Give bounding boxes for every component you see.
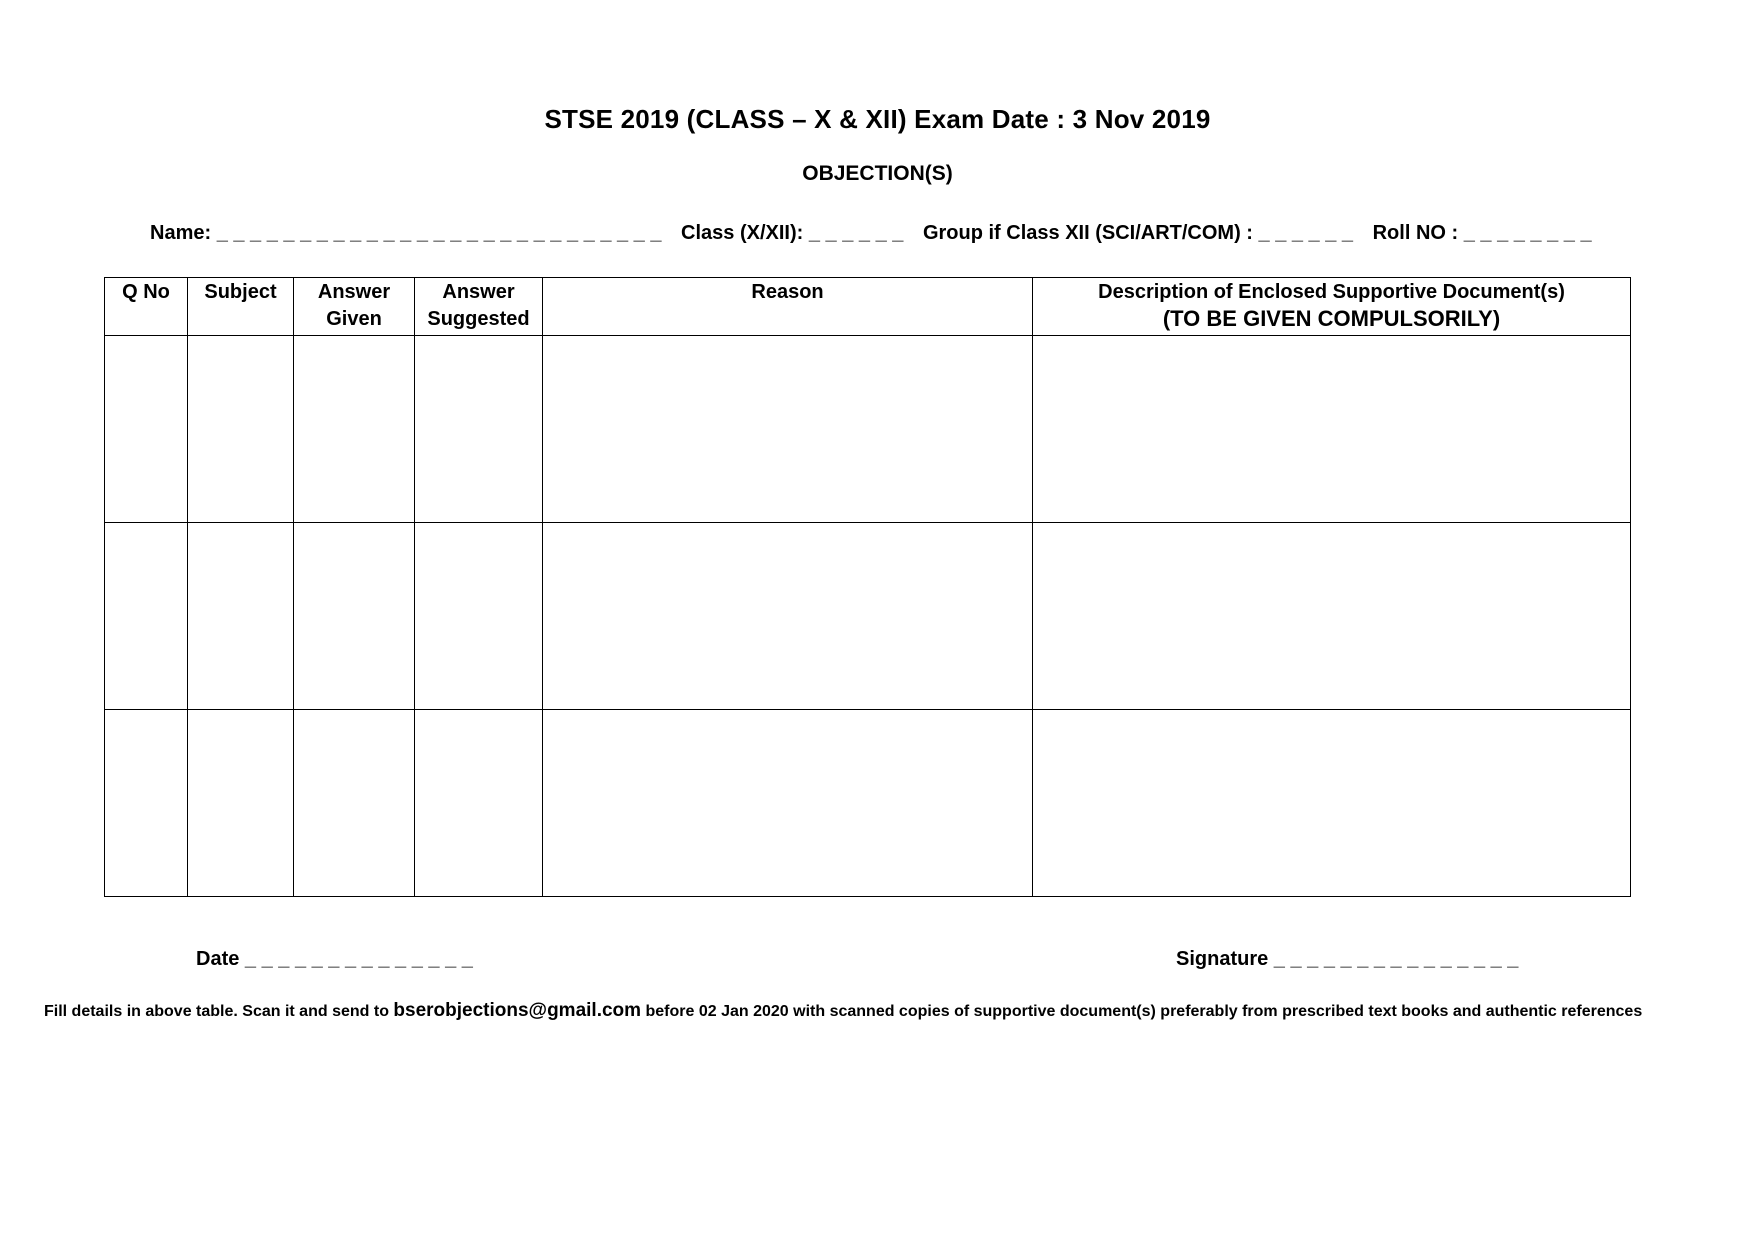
instructions-text-before: Fill details in above table. Scan it and send to bbox=[44, 1003, 394, 1020]
cell-subject[interactable] bbox=[188, 523, 294, 710]
cell-reason[interactable] bbox=[543, 710, 1033, 897]
header-reason: Reason bbox=[543, 278, 1033, 336]
name-field: Name: _ _ _ _ _ _ _ _ _ _ _ _ _ _ _ _ _ _ _ _ _ _ _ _ _ _ _ bbox=[150, 222, 662, 244]
cell-description[interactable] bbox=[1033, 336, 1631, 523]
cell-q-no[interactable] bbox=[105, 710, 188, 897]
header-answer-suggested-line1: Answer bbox=[442, 281, 515, 303]
table-row bbox=[105, 336, 1631, 523]
cell-q-no[interactable] bbox=[105, 336, 188, 523]
class-field: Class (X/XII): _ _ _ _ _ _ bbox=[681, 222, 904, 244]
header-answer-suggested bbox=[415, 278, 543, 336]
header-description-line2: (TO BE GIVEN COMPULSORILY) bbox=[1162, 306, 1501, 331]
objections-table bbox=[104, 277, 1631, 897]
cell-answer-suggested[interactable] bbox=[415, 710, 543, 897]
cell-answer-suggested[interactable] bbox=[415, 336, 543, 523]
group-field: Group if Class XII (SCI/ART/COM) : _ _ _ _ _ _ bbox=[922, 222, 1354, 244]
cell-subject[interactable] bbox=[188, 336, 294, 523]
cell-subject[interactable] bbox=[188, 710, 294, 897]
cell-reason[interactable] bbox=[543, 523, 1033, 710]
roll-number-field: Roll NO : _ _ _ _ _ _ _ _ bbox=[1372, 222, 1592, 244]
cell-description[interactable] bbox=[1033, 710, 1631, 897]
cell-answer-given[interactable] bbox=[294, 710, 415, 897]
signature-field: Signature _ _ _ _ _ _ _ _ _ _ _ _ _ _ _ bbox=[1176, 948, 1519, 970]
cell-answer-given[interactable] bbox=[294, 336, 415, 523]
header-answer-given-line2: Given bbox=[326, 308, 382, 330]
page-title: STSE 2019 (CLASS – X & XII) Exam Date : 3 Nov 2019 bbox=[544, 104, 1211, 134]
table-row bbox=[105, 710, 1631, 897]
email-address: bserobjections@gmail.com bbox=[393, 1000, 642, 1021]
date-field: Date _ _ _ _ _ _ _ _ _ _ _ _ _ _ bbox=[196, 948, 473, 970]
header-description-line1: Description of Enclosed Supportive Document(s) bbox=[1098, 281, 1565, 303]
header-subject: Subject bbox=[188, 278, 294, 336]
cell-q-no[interactable] bbox=[105, 523, 188, 710]
header-q-no: Q No bbox=[105, 278, 188, 336]
header-description bbox=[1033, 278, 1631, 336]
cell-answer-suggested[interactable] bbox=[415, 523, 543, 710]
cell-answer-given[interactable] bbox=[294, 523, 415, 710]
header-answer-given-line1: Answer bbox=[317, 281, 391, 303]
table-row bbox=[105, 523, 1631, 710]
header-answer-given bbox=[294, 278, 415, 336]
cell-reason[interactable] bbox=[543, 336, 1033, 523]
instructions-note bbox=[44, 1000, 1724, 1022]
header-answer-suggested-line2: Suggested bbox=[427, 308, 530, 330]
page-subtitle: OBJECTION(S) bbox=[802, 162, 953, 185]
cell-description[interactable] bbox=[1033, 523, 1631, 710]
table-header-row bbox=[105, 278, 1631, 336]
instructions-text-after: before 02 Jan 2020 with scanned copies of supportive document(s) preferably from prescribed text books and authentic references bbox=[641, 1003, 1643, 1020]
student-info-line bbox=[150, 222, 1630, 245]
